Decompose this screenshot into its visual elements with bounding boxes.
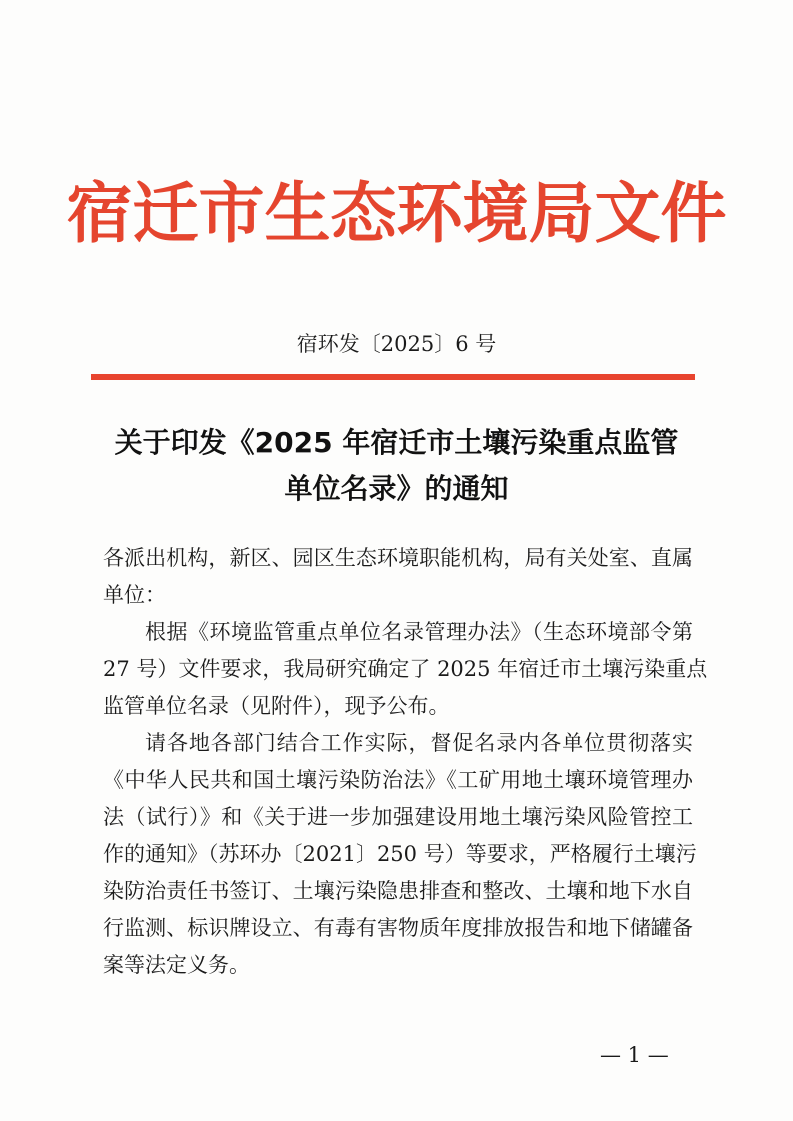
- paragraph-1-line-1: 根据《环境监管重点单位名录管理办法》（生态环境部令第: [145, 620, 693, 644]
- title-line-1: 关于印发《2025 年宿迁市土壤污染重点监管: [114, 426, 679, 459]
- title-line-2: 单位名录》的通知: [284, 472, 509, 505]
- paragraph-2-line-2: 《中华人民共和国土壤污染防治法》《工矿用地土壤环境管理办: [103, 768, 693, 792]
- page-number: — 1 —: [600, 1043, 669, 1067]
- paragraph-2-line-1: 请各地各部门结合工作实际，督促名录内各单位贯彻落实: [145, 731, 693, 755]
- document-number: 宿环发〔2025〕6 号: [296, 332, 497, 356]
- paragraph-1-line-3: 监管单位名录（见附件），现予公布。: [103, 694, 450, 718]
- paragraph-2-line-4: 作的通知》（苏环办〔2021〕250 号）等要求，严格履行土壤污: [103, 842, 697, 866]
- paragraph-2-line-3: 法（试行）》和《关于进一步加强建设用地土壤污染风险管控工: [103, 805, 693, 829]
- document-body: [103, 540, 708, 984]
- addressee-line-1: 各派出机构，新区、园区生态环境职能机构，局有关处室、直属: [103, 546, 693, 570]
- addressee-line-2: 单位：: [103, 583, 166, 607]
- paragraph-2-line-6: 行监测、标识牌设立、有毒有害物质年度排放报告和地下储罐备: [103, 916, 693, 940]
- masthead-title: 宿迁市生态环境局文件: [66, 175, 727, 252]
- paragraph-2-line-7: 案等法定义务。: [103, 953, 250, 977]
- red-separator-line: [91, 374, 695, 380]
- paragraph-1-line-2: 27 号）文件要求，我局研究确定了 2025 年宿迁市土壤污染重点: [103, 657, 708, 681]
- paragraph-2-line-5: 染防治责任书签订、土壤污染隐患排查和整改、土壤和地下水自: [103, 879, 693, 903]
- document-title: [60, 420, 733, 512]
